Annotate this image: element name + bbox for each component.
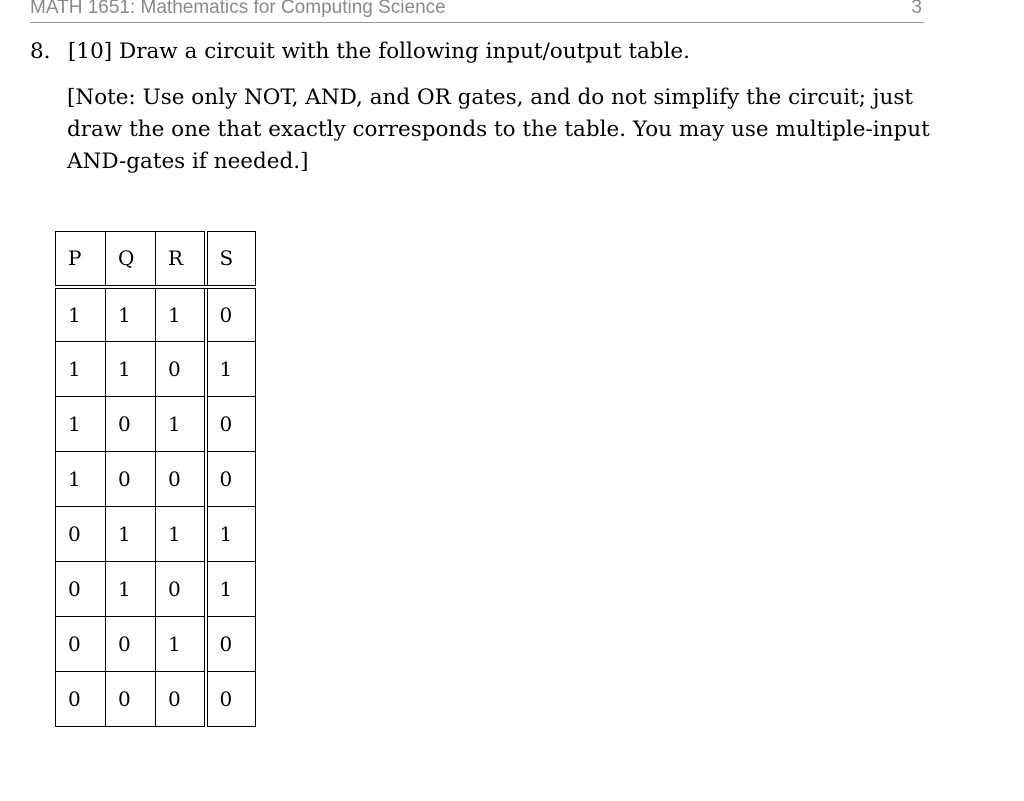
page-header — [30, 0, 924, 23]
cell-r: 0 — [156, 672, 206, 727]
question-8 — [30, 36, 930, 68]
cell-r: 1 — [156, 287, 206, 342]
cell-q: 0 — [106, 672, 156, 727]
cell-s: 0 — [206, 452, 256, 507]
cell-q: 1 — [106, 342, 156, 397]
cell-p: 0 — [56, 507, 106, 562]
question-note — [67, 82, 930, 178]
table-header-row — [56, 232, 256, 287]
cell-q: 0 — [106, 617, 156, 672]
cell-s: 1 — [206, 507, 256, 562]
cell-s: 1 — [206, 342, 256, 397]
cell-p: 1 — [56, 287, 106, 342]
cell-s: 0 — [206, 397, 256, 452]
cell-r: 0 — [156, 452, 206, 507]
cell-r: 1 — [156, 397, 206, 452]
column-header-r: R — [156, 232, 206, 287]
cell-s: 1 — [206, 562, 256, 617]
cell-r: 1 — [156, 507, 206, 562]
cell-q: 0 — [106, 397, 156, 452]
note-line: AND-gates if needed.] — [67, 149, 309, 174]
question-prompt: [10] Draw a circuit with the following input/output table. — [68, 39, 690, 64]
table-row — [56, 287, 256, 342]
note-line: [Note: Use only NOT, AND, and OR gates, and do not simplify the circuit; just — [67, 85, 913, 110]
cell-p: 1 — [56, 397, 106, 452]
cell-p: 1 — [56, 342, 106, 397]
table-row — [56, 452, 256, 507]
column-header-q: Q — [106, 232, 156, 287]
column-header-p: P — [56, 232, 106, 287]
cell-r: 0 — [156, 342, 206, 397]
cell-q: 1 — [106, 562, 156, 617]
note-line: draw the one that exactly corresponds to the table. You may use multiple-input — [67, 117, 930, 142]
page-number: 3 — [911, 0, 922, 18]
column-header-s: S — [206, 232, 256, 287]
cell-s: 0 — [206, 672, 256, 727]
cell-p: 0 — [56, 562, 106, 617]
truth-table — [55, 231, 256, 727]
table-row — [56, 562, 256, 617]
cell-q: 0 — [106, 452, 156, 507]
table-row — [56, 672, 256, 727]
table-row — [56, 397, 256, 452]
cell-p: 1 — [56, 452, 106, 507]
cell-q: 1 — [106, 287, 156, 342]
table-row — [56, 507, 256, 562]
question-number: 8. — [30, 39, 51, 64]
cell-q: 1 — [106, 507, 156, 562]
table-row — [56, 342, 256, 397]
course-title: MATH 1651: Mathematics for Computing Science — [30, 0, 446, 18]
cell-p: 0 — [56, 672, 106, 727]
table-row — [56, 617, 256, 672]
cell-r: 1 — [156, 617, 206, 672]
cell-s: 0 — [206, 287, 256, 342]
cell-r: 0 — [156, 562, 206, 617]
cell-p: 0 — [56, 617, 106, 672]
cell-s: 0 — [206, 617, 256, 672]
